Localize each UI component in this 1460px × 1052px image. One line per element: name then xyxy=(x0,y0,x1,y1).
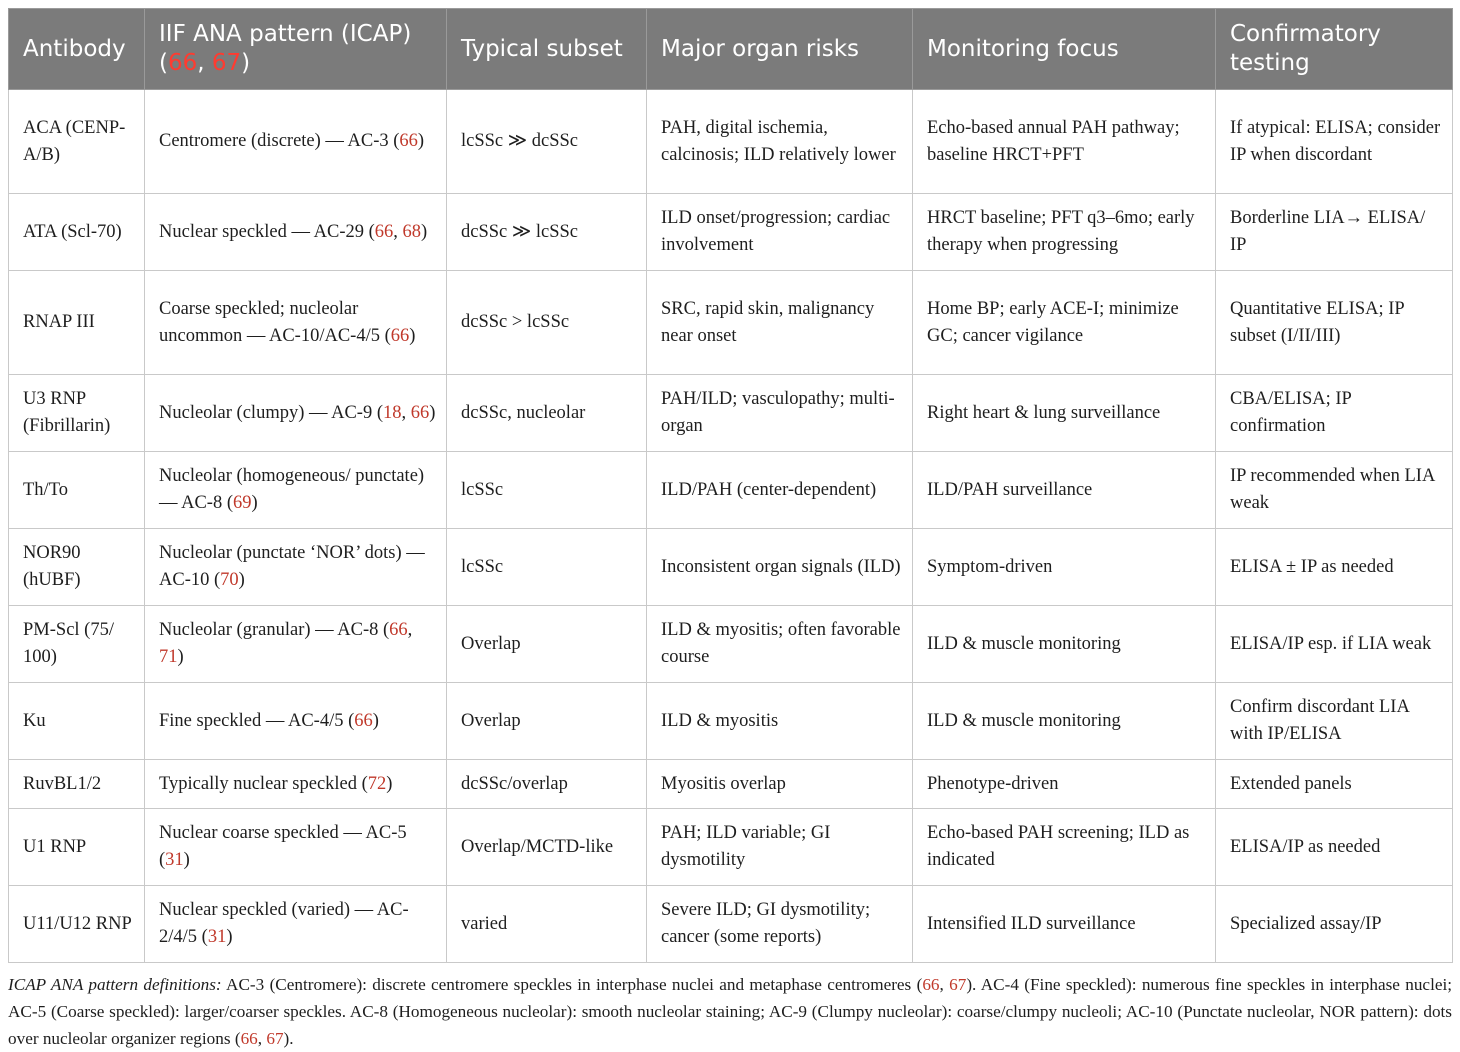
cell-typical-subset: lcSSc xyxy=(447,452,647,529)
cell-confirmatory-testing: CBA/ELISA; IP confirmation xyxy=(1216,375,1453,452)
table-row xyxy=(9,452,1453,529)
table-row xyxy=(9,194,1453,271)
table-row xyxy=(9,809,1453,886)
table-row xyxy=(9,760,1453,809)
cell-antibody: Ku xyxy=(9,683,145,760)
header-confirmatory-testing: Confirmatory testing xyxy=(1216,9,1453,90)
cell-typical-subset: Overlap xyxy=(447,606,647,683)
cell-iif-pattern: Nuclear coarse speckled — AC-5 (31) xyxy=(145,809,447,886)
header-antibody: Antibody xyxy=(9,9,145,90)
cell-major-organ-risks: PAH; ILD variable; GI dysmotility xyxy=(647,809,913,886)
table-row xyxy=(9,683,1453,760)
table-footnote: ICAP ANA pattern definitions: AC-3 (Centromere): discrete centromere speckles in interphase nuclei and metaphase centromeres (66, 67). AC-4 (Fine speckled): numerous fine speckles in interphase nuclei; AC-5 (Coarse speckled): larger/coarser speckles. AC-8 (Homogeneous nucleolar): smooth nucleolar staining; AC-9 (Clumpy nucleolar): coarse/clumpy nucleoli; AC-10 (Punctate nucleolar, NOR pattern): dots over nucleolar organizer regions (66, 67). xyxy=(8,975,1453,1048)
citation-link[interactable]: 66 xyxy=(389,620,408,640)
citation-link[interactable]: 66 xyxy=(399,131,418,151)
citation-link[interactable]: 69 xyxy=(233,493,252,513)
cell-antibody: ATA (Scl-70) xyxy=(9,194,145,271)
table-row xyxy=(9,375,1453,452)
cell-major-organ-risks: PAH/ILD; vasculopathy; multi-organ xyxy=(647,375,913,452)
cell-monitoring-focus: Echo-based annual PAH pathway; baseline HRCT+PFT xyxy=(913,90,1216,194)
cell-confirmatory-testing: Extended panels xyxy=(1216,760,1453,809)
cell-confirmatory-testing: If atypical: ELISA; consider IP when discordant xyxy=(1216,90,1453,194)
cell-typical-subset: lcSSc ≫ dcSSc xyxy=(447,90,647,194)
cell-typical-subset: Overlap/MCTD-like xyxy=(447,809,647,886)
header-iif-pattern: IIF ANA pattern (ICAP) (66, 67) xyxy=(145,9,447,90)
cell-typical-subset: lcSSc xyxy=(447,529,647,606)
citation-link[interactable]: 70 xyxy=(220,570,239,590)
table-row xyxy=(9,90,1453,194)
cell-monitoring-focus: HRCT baseline; PFT q3–6mo; early therapy when progressing xyxy=(913,194,1216,271)
footnote-text: ). AC-4 (Fine speckled): numerous fine speckles in interphase nuclei; AC-5 (Coarse speckled): larger/coarser speckles. AC-8 (Homogeneous nucleolar): smooth nucleolar staining; AC-9 (Clumpy nucleolar): coarse/clumpy nucleoli; AC-10 (Punctate nucleolar, NOR pattern): dots over nucleolar organizer regions ( xyxy=(8,975,1453,1048)
antibody-table xyxy=(8,8,1453,963)
citation-link[interactable]: 71 xyxy=(159,647,178,667)
cell-monitoring-focus: Right heart & lung surveillance xyxy=(913,375,1216,452)
cell-antibody: RNAP III xyxy=(9,271,145,375)
table-row xyxy=(9,606,1453,683)
citation-link[interactable]: 66 xyxy=(374,221,394,242)
footnote-label: ICAP ANA pattern definitions: xyxy=(8,975,222,994)
citation-link[interactable]: 31 xyxy=(207,927,227,947)
cell-confirmatory-testing: Borderline LIA→ ELISA/ IP xyxy=(1216,194,1453,271)
citation-link[interactable]: 67 xyxy=(949,975,967,994)
citation-link[interactable]: 31 xyxy=(165,850,184,870)
table-header-row xyxy=(9,9,1453,90)
table-row xyxy=(9,886,1453,963)
citation-link[interactable]: 66 xyxy=(354,710,373,731)
header-iif-pattern-label: IIF ANA pattern (ICAP) xyxy=(159,21,412,47)
cell-antibody: U11/U12 RNP xyxy=(9,886,145,963)
citation-link[interactable]: 18 xyxy=(383,402,402,423)
table-container xyxy=(8,8,1452,1052)
cell-major-organ-risks: ILD & myositis xyxy=(647,683,913,760)
citation-link[interactable]: 67 xyxy=(211,50,242,76)
cell-antibody: PM-Scl (75/ 100) xyxy=(9,606,145,683)
cell-iif-pattern: Nuclear speckled — AC-29 (66, 68) xyxy=(145,194,447,271)
table-body xyxy=(9,90,1453,963)
cell-major-organ-risks: PAH, digital ischemia, calcinosis; ILD relatively lower xyxy=(647,90,913,194)
cell-confirmatory-testing: Confirm discordant LIA with IP/ELISA xyxy=(1216,683,1453,760)
cell-typical-subset: dcSSc, nucleolar xyxy=(447,375,647,452)
header-major-organ-risks: Major organ risks xyxy=(647,9,913,90)
cell-typical-subset: varied xyxy=(447,886,647,963)
cell-confirmatory-testing: IP recommended when LIA weak xyxy=(1216,452,1453,529)
cell-monitoring-focus: Phenotype-driven xyxy=(913,760,1216,809)
citation-link[interactable]: 67 xyxy=(266,1029,284,1048)
cell-antibody: RuvBL1/2 xyxy=(9,760,145,809)
header-monitoring-focus: Monitoring focus xyxy=(913,9,1216,90)
cell-major-organ-risks: Myositis overlap xyxy=(647,760,913,809)
cell-iif-pattern: Fine speckled — AC-4/5 (66) xyxy=(145,683,447,760)
cell-iif-pattern: Coarse speckled; nucleolar uncommon — AC-10/AC-4/5 (66) xyxy=(145,271,447,375)
cell-iif-pattern: Nucleolar (punctate ‘NOR’ dots) — AC-10 (70) xyxy=(145,529,447,606)
citation-link[interactable]: 66 xyxy=(240,1029,258,1048)
cell-antibody: NOR90 (hUBF) xyxy=(9,529,145,606)
cell-confirmatory-testing: Quantitative ELISA; IP subset (I/II/III) xyxy=(1216,271,1453,375)
cell-monitoring-focus: Intensified ILD surveillance xyxy=(913,886,1216,963)
cell-iif-pattern: Nucleolar (homogeneous/ punctate) — AC-8 (69) xyxy=(145,452,447,529)
cell-monitoring-focus: Home BP; early ACE-I; minimize GC; cancer vigilance xyxy=(913,271,1216,375)
cell-major-organ-risks: Inconsistent organ signals (ILD) xyxy=(647,529,913,606)
header-typical-subset: Typical subset xyxy=(447,9,647,90)
cell-confirmatory-testing: ELISA/IP esp. if LIA weak xyxy=(1216,606,1453,683)
cell-confirmatory-testing: ELISA ± IP as needed xyxy=(1216,529,1453,606)
citation-link[interactable]: 66 xyxy=(410,402,430,423)
cell-antibody: U1 RNP xyxy=(9,809,145,886)
cell-monitoring-focus: Symptom-driven xyxy=(913,529,1216,606)
cell-iif-pattern: Nucleolar (granular) — AC-8 (66, 71) xyxy=(145,606,447,683)
cell-monitoring-focus: ILD & muscle monitoring xyxy=(913,683,1216,760)
cell-typical-subset: dcSSc > lcSSc xyxy=(447,271,647,375)
citation-link[interactable]: 66 xyxy=(167,50,198,76)
cell-antibody: Th/To xyxy=(9,452,145,529)
cell-confirmatory-testing: ELISA/IP as needed xyxy=(1216,809,1453,886)
citation-link[interactable]: 66 xyxy=(922,975,940,994)
cell-typical-subset: dcSSc/overlap xyxy=(447,760,647,809)
cell-confirmatory-testing: Specialized assay/IP xyxy=(1216,886,1453,963)
cell-antibody: U3 RNP (Fibrillarin) xyxy=(9,375,145,452)
cell-monitoring-focus: ILD & muscle monitoring xyxy=(913,606,1216,683)
table-row xyxy=(9,271,1453,375)
cell-major-organ-risks: ILD onset/progression; cardiac involvement xyxy=(647,194,913,271)
cell-iif-pattern: Centromere (discrete) — AC-3 (66) xyxy=(145,90,447,194)
footnote-text: AC-3 (Centromere): discrete centromere speckles in interphase nuclei and metaphase centromeres ( xyxy=(221,975,923,994)
cell-typical-subset: dcSSc ≫ lcSSc xyxy=(447,194,647,271)
cell-antibody: ACA (CENP-A/B) xyxy=(9,90,145,194)
cell-monitoring-focus: Echo-based PAH screening; ILD as indicated xyxy=(913,809,1216,886)
cell-iif-pattern: Nuclear speckled (varied) — AC-2/4/5 (31) xyxy=(145,886,447,963)
citation-link[interactable]: 68 xyxy=(402,221,422,242)
cell-iif-pattern: Typically nuclear speckled (72) xyxy=(145,760,447,809)
cell-typical-subset: Overlap xyxy=(447,683,647,760)
cell-major-organ-risks: Severe ILD; GI dysmotility; cancer (some reports) xyxy=(647,886,913,963)
cell-major-organ-risks: SRC, rapid skin, malignancy near onset xyxy=(647,271,913,375)
cell-iif-pattern: Nucleolar (clumpy) — AC-9 (18, 66) xyxy=(145,375,447,452)
citation-link[interactable]: 66 xyxy=(390,325,410,346)
cell-monitoring-focus: ILD/PAH surveillance xyxy=(913,452,1216,529)
cell-major-organ-risks: ILD/PAH (center-dependent) xyxy=(647,452,913,529)
citation-link[interactable]: 72 xyxy=(367,773,387,794)
table-row xyxy=(9,529,1453,606)
cell-major-organ-risks: ILD & myositis; often favorable course xyxy=(647,606,913,683)
